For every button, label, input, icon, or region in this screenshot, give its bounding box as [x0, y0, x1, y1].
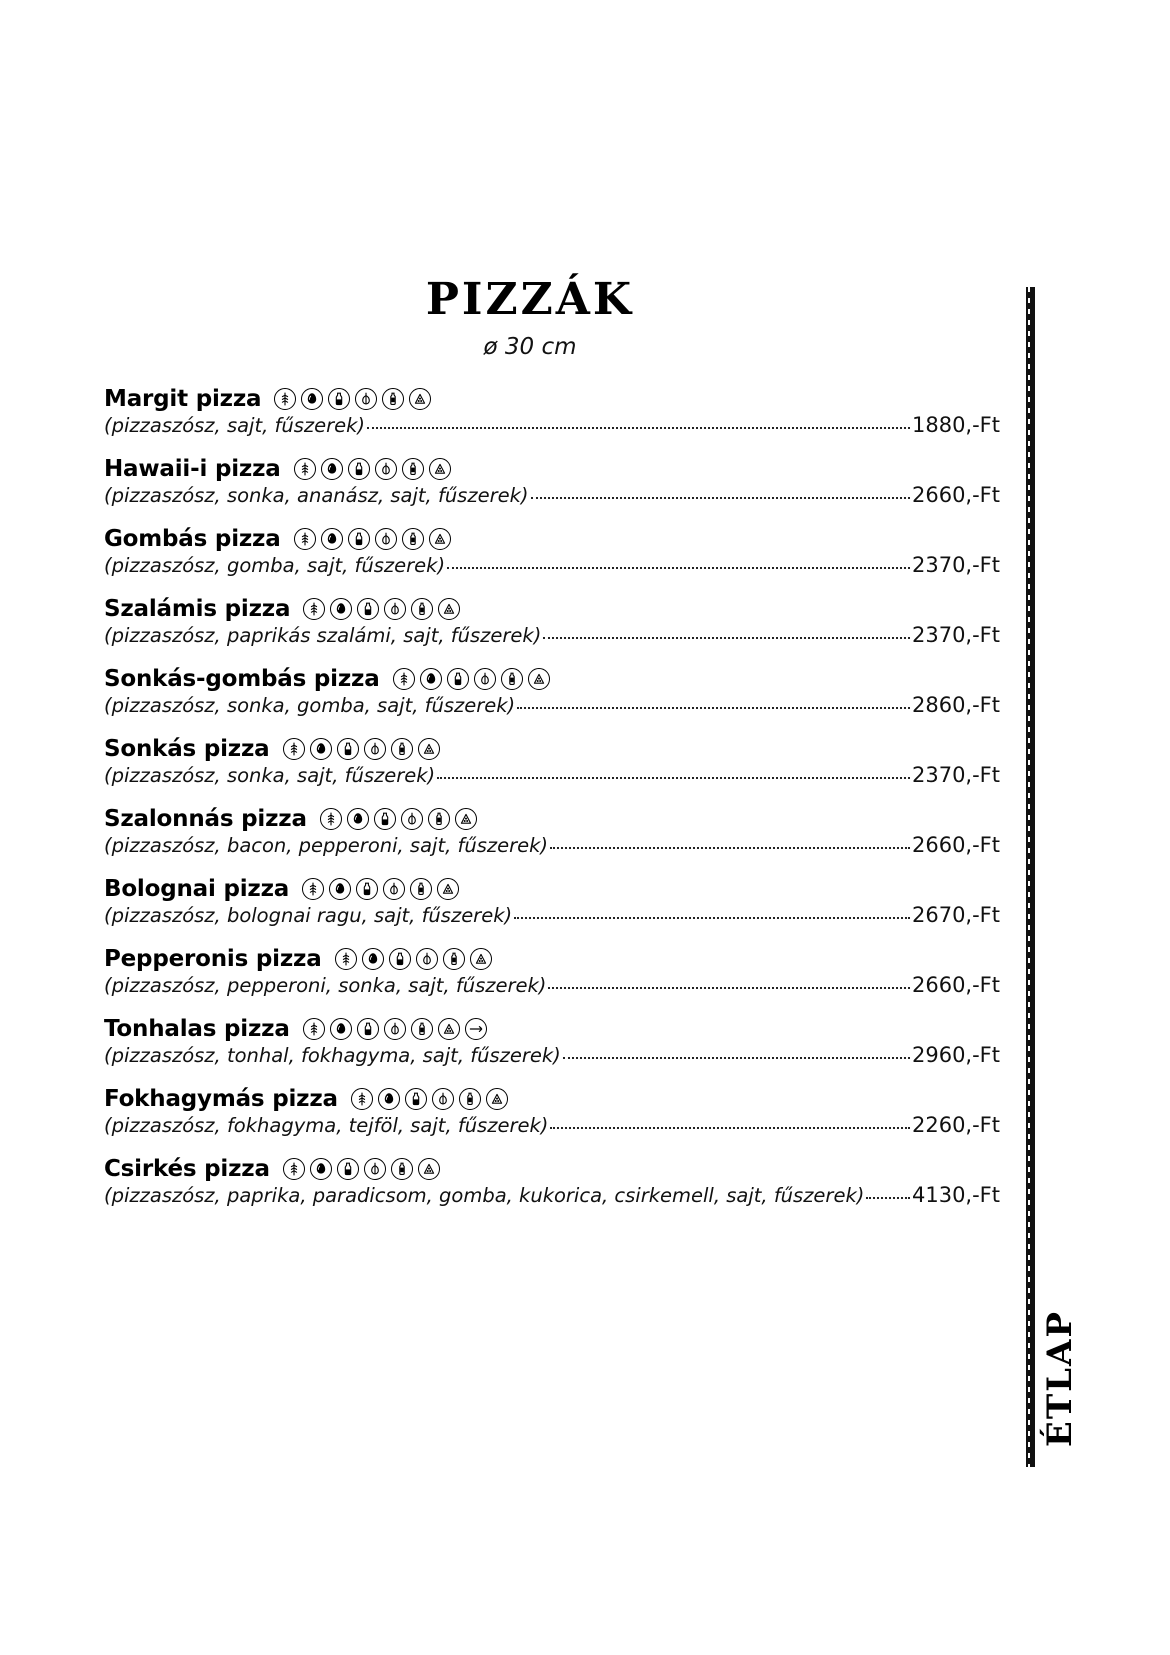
menu-item-detail-row [104, 413, 1000, 437]
fish-icon [465, 1018, 487, 1040]
menu-item-header [104, 876, 1000, 902]
menu-item-detail-row [104, 833, 1000, 857]
garlic-icon [474, 668, 496, 690]
milk-bottle-icon [389, 948, 411, 970]
menu-item [104, 876, 1000, 927]
allergen-icon-group [283, 738, 440, 760]
soy-triangle-icon [418, 1158, 440, 1180]
mustard-bottle-icon [402, 528, 424, 550]
menu-item-name: Csirkés pizza [104, 1156, 270, 1182]
menu-item-header [104, 526, 1000, 552]
menu-item-name: Szalámis pizza [104, 596, 291, 622]
soy-triangle-icon [429, 528, 451, 550]
egg-icon [378, 1088, 400, 1110]
menu-item-header [104, 666, 1000, 692]
milk-bottle-icon [337, 1158, 359, 1180]
wheat-icon [294, 458, 316, 480]
egg-icon [420, 668, 442, 690]
menu-item-description: (pizzaszósz, bolognai ragu, sajt, fűszerek) [104, 904, 513, 927]
wheat-icon [393, 668, 415, 690]
soy-triangle-icon [409, 388, 431, 410]
allergen-icon-group [302, 878, 459, 900]
soy-triangle-icon [528, 668, 550, 690]
menu-item-description: (pizzaszósz, gomba, sajt, fűszerek) [104, 554, 446, 577]
wheat-icon [283, 1158, 305, 1180]
soy-triangle-icon [418, 738, 440, 760]
menu-item [104, 526, 1000, 577]
dot-leader [548, 986, 910, 989]
menu-item-price: 2660,-Ft [911, 833, 1000, 857]
wheat-icon [335, 948, 357, 970]
menu-item [104, 666, 1000, 717]
allergen-icon-group [303, 1018, 487, 1040]
mustard-bottle-icon [443, 948, 465, 970]
milk-bottle-icon [356, 878, 378, 900]
menu-item-header [104, 1086, 1000, 1112]
soy-triangle-icon [470, 948, 492, 970]
menu-item-detail-row [104, 623, 1000, 647]
menu-item-price: 2660,-Ft [911, 973, 1000, 997]
menu-item-list [104, 386, 1000, 1226]
milk-bottle-icon [328, 388, 350, 410]
menu-item [104, 596, 1000, 647]
mustard-bottle-icon [391, 1158, 413, 1180]
garlic-icon [375, 528, 397, 550]
menu-item-name: Pepperonis pizza [104, 946, 322, 972]
menu-item-price: 2260,-Ft [911, 1113, 1000, 1137]
allergen-icon-group [335, 948, 492, 970]
soy-triangle-icon [429, 458, 451, 480]
garlic-icon [375, 458, 397, 480]
dot-leader [866, 1196, 910, 1199]
menu-item [104, 946, 1000, 997]
egg-icon [329, 878, 351, 900]
mustard-bottle-icon [459, 1088, 481, 1110]
menu-item-description: (pizzaszósz, sajt, fűszerek) [104, 414, 366, 437]
dot-leader [514, 916, 910, 919]
menu-item-detail-row [104, 1183, 1000, 1207]
garlic-icon [364, 738, 386, 760]
dot-leader [550, 1126, 910, 1129]
garlic-icon [384, 598, 406, 620]
allergen-icon-group [274, 388, 431, 410]
menu-item [104, 1086, 1000, 1137]
menu-item-description: (pizzaszósz, sonka, gomba, sajt, fűszerek) [104, 694, 516, 717]
egg-icon [310, 1158, 332, 1180]
egg-icon [330, 1018, 352, 1040]
menu-item-name: Hawaii-i pizza [104, 456, 281, 482]
egg-icon [321, 528, 343, 550]
menu-item-description: (pizzaszósz, fokhagyma, tejföl, sajt, fűszerek) [104, 1114, 549, 1137]
egg-icon [362, 948, 384, 970]
wheat-icon [320, 808, 342, 830]
menu-item-header [104, 1156, 1000, 1182]
allergen-icon-group [294, 528, 451, 550]
menu-item-description: (pizzaszósz, paprikás szalámi, sajt, fűszerek) [104, 624, 542, 647]
menu-item-price: 4130,-Ft [911, 1183, 1000, 1207]
soy-triangle-icon [437, 878, 459, 900]
menu-item-detail-row [104, 763, 1000, 787]
menu-item-name: Sonkás-gombás pizza [104, 666, 380, 692]
mustard-bottle-icon [402, 458, 424, 480]
page-subtitle: ø 30 cm [483, 334, 577, 360]
allergen-icon-group [294, 458, 451, 480]
menu-item-name: Tonhalas pizza [104, 1016, 290, 1042]
milk-bottle-icon [348, 458, 370, 480]
menu-item-detail-row [104, 693, 1000, 717]
dot-leader [517, 706, 910, 709]
dot-leader [447, 566, 910, 569]
menu-item-header [104, 806, 1000, 832]
menu-item-name: Gombás pizza [104, 526, 281, 552]
menu-item-description: (pizzaszósz, paprika, paradicsom, gomba, kukorica, csirkemell, sajt, fűszerek) [104, 1184, 865, 1207]
menu-item-price: 2370,-Ft [911, 623, 1000, 647]
mustard-bottle-icon [410, 878, 432, 900]
wheat-icon [283, 738, 305, 760]
edge-tab-label: ÉTLAP [1040, 1310, 1080, 1448]
menu-item-name: Fokhagymás pizza [104, 1086, 338, 1112]
menu-item-header [104, 456, 1000, 482]
page-title: PIZZÁK [425, 274, 635, 325]
soy-triangle-icon [438, 598, 460, 620]
garlic-icon [384, 1018, 406, 1040]
milk-bottle-icon [348, 528, 370, 550]
menu-item-header [104, 736, 1000, 762]
menu-item-detail-row [104, 973, 1000, 997]
menu-item-description: (pizzaszósz, pepperoni, sonka, sajt, fűszerek) [104, 974, 547, 997]
menu-item-name: Margit pizza [104, 386, 262, 412]
allergen-icon-group [303, 598, 460, 620]
menu-item-detail-row [104, 1113, 1000, 1137]
mustard-bottle-icon [411, 1018, 433, 1040]
milk-bottle-icon [357, 1018, 379, 1040]
garlic-icon [355, 388, 377, 410]
dot-leader [531, 496, 910, 499]
milk-bottle-icon [357, 598, 379, 620]
milk-bottle-icon [337, 738, 359, 760]
garlic-icon [416, 948, 438, 970]
menu-item [104, 1016, 1000, 1067]
menu-item-price: 2860,-Ft [911, 693, 1000, 717]
egg-icon [321, 458, 343, 480]
menu-item-description: (pizzaszósz, sonka, sajt, fűszerek) [104, 764, 436, 787]
mustard-bottle-icon [382, 388, 404, 410]
soy-triangle-icon [486, 1088, 508, 1110]
menu-item-detail-row [104, 483, 1000, 507]
menu-item [104, 456, 1000, 507]
dot-leader [550, 846, 910, 849]
egg-icon [347, 808, 369, 830]
menu-item-price: 2960,-Ft [911, 1043, 1000, 1067]
dot-leader [367, 426, 910, 429]
wheat-icon [294, 528, 316, 550]
egg-icon [310, 738, 332, 760]
dot-leader [563, 1056, 910, 1059]
allergen-icon-group [393, 668, 550, 690]
menu-item [104, 1156, 1000, 1207]
menu-item-header [104, 1016, 1000, 1042]
dot-leader [437, 776, 910, 779]
menu-item-description: (pizzaszósz, bacon, pepperoni, sajt, fűszerek) [104, 834, 549, 857]
allergen-icon-group [320, 808, 477, 830]
milk-bottle-icon [405, 1088, 427, 1110]
menu-item-name: Bolognai pizza [104, 876, 290, 902]
menu-item-detail-row [104, 553, 1000, 577]
wheat-icon [351, 1088, 373, 1110]
menu-item-price: 2370,-Ft [911, 763, 1000, 787]
menu-item-price: 2370,-Ft [911, 553, 1000, 577]
wheat-icon [303, 1018, 325, 1040]
menu-item-price: 1880,-Ft [911, 413, 1000, 437]
menu-item-detail-row [104, 903, 1000, 927]
mustard-bottle-icon [411, 598, 433, 620]
menu-item-price: 2670,-Ft [911, 903, 1000, 927]
menu-item-detail-row [104, 1043, 1000, 1067]
menu-item-header [104, 946, 1000, 972]
menu-item-description: (pizzaszósz, tonhal, fokhagyma, sajt, fűszerek) [104, 1044, 561, 1067]
menu-item-header [104, 596, 1000, 622]
menu-item-name: Sonkás pizza [104, 736, 270, 762]
menu-item [104, 736, 1000, 787]
mustard-bottle-icon [501, 668, 523, 690]
wheat-icon [303, 598, 325, 620]
menu-item [104, 806, 1000, 857]
title-block [0, 274, 1060, 360]
garlic-icon [432, 1088, 454, 1110]
milk-bottle-icon [374, 808, 396, 830]
menu-item-name: Szalonnás pizza [104, 806, 307, 832]
mustard-bottle-icon [391, 738, 413, 760]
page-edge-bar [1026, 287, 1035, 1467]
milk-bottle-icon [447, 668, 469, 690]
mustard-bottle-icon [428, 808, 450, 830]
egg-icon [301, 388, 323, 410]
garlic-icon [364, 1158, 386, 1180]
menu-item [104, 386, 1000, 437]
menu-item-header [104, 386, 1000, 412]
menu-item-price: 2660,-Ft [911, 483, 1000, 507]
dot-leader [543, 636, 910, 639]
wheat-icon [302, 878, 324, 900]
egg-icon [330, 598, 352, 620]
allergen-icon-group [351, 1088, 508, 1110]
garlic-icon [383, 878, 405, 900]
allergen-icon-group [283, 1158, 440, 1180]
wheat-icon [274, 388, 296, 410]
garlic-icon [401, 808, 423, 830]
menu-item-description: (pizzaszósz, sonka, ananász, sajt, fűszerek) [104, 484, 529, 507]
soy-triangle-icon [455, 808, 477, 830]
soy-triangle-icon [438, 1018, 460, 1040]
